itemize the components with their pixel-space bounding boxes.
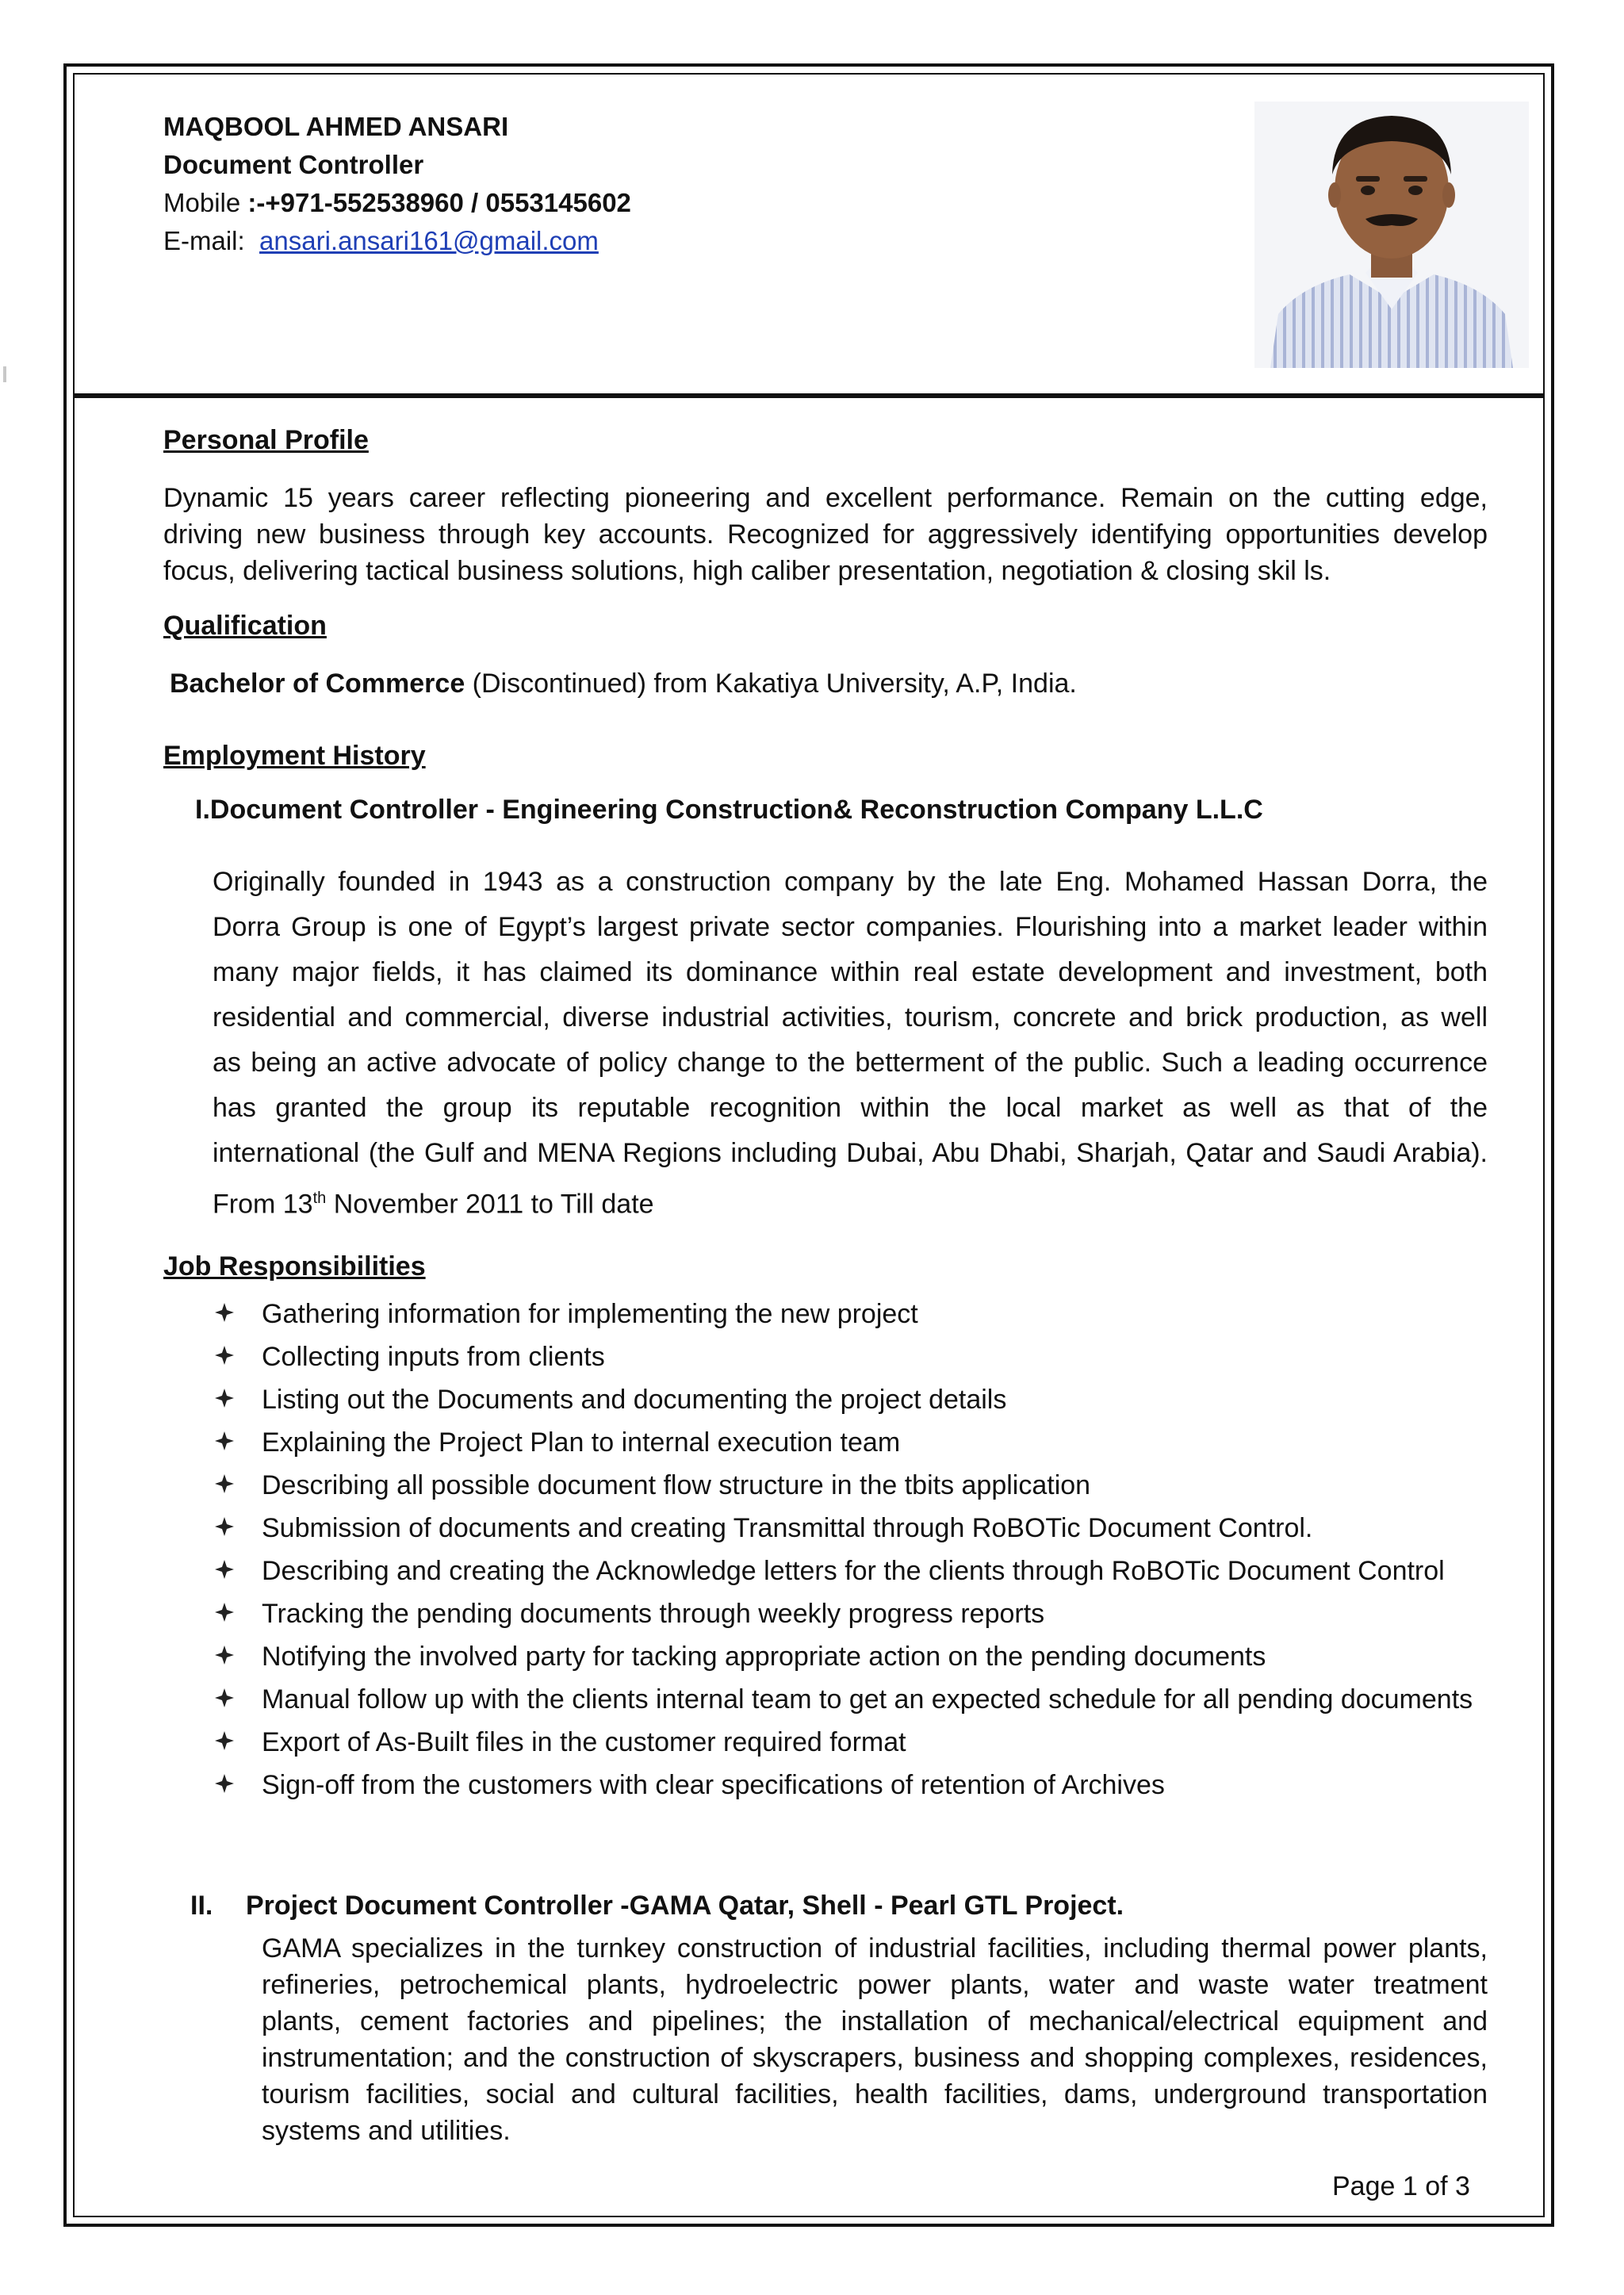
degree-detail: (Discontinued) from Kakatiya University, A.P, India. <box>465 669 1077 699</box>
star-bullet-icon <box>214 1602 235 1623</box>
star-bullet-icon <box>214 1345 235 1366</box>
responsibility-text: Collecting inputs from clients <box>262 1342 605 1372</box>
job1-line: Dorra Group is one of Egypt’s largest private sector companies. Flourishing into a market leader within <box>213 912 1488 942</box>
responsibility-item <box>214 1764 1499 1806</box>
responsibility-item <box>214 1721 1499 1764</box>
responsibility-text: Describing and creating the Acknowledge letters for the clients through RoBOTic Document Control <box>262 1556 1445 1586</box>
job2-title: Project Document Controller -GAMA Qatar, Shell - Pearl GTL Project. <box>246 1891 1124 1921</box>
qualification-heading: Qualification <box>163 611 327 641</box>
job1-line: international (the Gulf and MENA Regions including Dubai, Abu Dhabi, Sharjah, Qatar and Saudi Arabia). <box>213 1138 1488 1168</box>
personal-profile-text <box>163 480 1488 589</box>
job2-line: plants, cement factories and pipelines; the installation of mechanical/electrical equipment and <box>262 2006 1488 2036</box>
job-title: Document Controller <box>163 150 424 179</box>
responsibility-item <box>214 1335 1499 1378</box>
job2-line: systems and utilities. <box>262 2116 511 2146</box>
job1-line: as being an active advocate of policy change to the betterment of the public. Such a leading occurrence <box>213 1048 1488 1078</box>
responsibility-item <box>214 1550 1499 1592</box>
responsibility-text: Manual follow up with the clients internal team to get an expected schedule for all pending documents <box>262 1684 1473 1715</box>
star-bullet-icon <box>214 1730 235 1751</box>
star-bullet-icon <box>214 1559 235 1580</box>
responsibility-item <box>214 1464 1499 1507</box>
responsibility-text: Submission of documents and creating Transmittal through RoBOTic Document Control. <box>262 1513 1313 1543</box>
star-bullet-icon <box>214 1473 235 1494</box>
star-bullet-icon <box>214 1516 235 1537</box>
responsibility-text: Gathering information for implementing the new project <box>262 1299 918 1329</box>
responsibility-item <box>214 1635 1499 1678</box>
profile-photo <box>1254 102 1529 368</box>
job2-line: tourism facilities, social and cultural facilities, health facilities, dams, underground transportation <box>262 2079 1488 2109</box>
personal-profile-heading: Personal Profile <box>163 425 369 455</box>
star-bullet-icon <box>214 1773 235 1794</box>
mobile-label: Mobile <box>163 188 241 217</box>
job1-line: many major fields, it has claimed its dominance within real estate development and investment, both <box>213 957 1488 987</box>
profile-line: driving new business through key accounts. Recognized for aggressively identifying opportunities develop <box>163 519 1488 550</box>
scan-artifact <box>3 366 6 382</box>
job2-line: refineries, petrochemical plants, hydroelectric power plants, water and waste water treatment <box>262 1970 1488 2000</box>
job1-line: has granted the group its reputable recognition within the local market as well as that of the <box>213 1093 1488 1123</box>
responsibility-text: Listing out the Documents and documenting the project details <box>262 1385 1007 1415</box>
job1-line: residential and commercial, diverse industrial activities, tourism, concrete and brick production, as well <box>213 1002 1488 1033</box>
responsibility-item <box>214 1421 1499 1464</box>
header-divider <box>73 393 1545 398</box>
job1-description <box>213 860 1488 1227</box>
responsibility-item <box>214 1378 1499 1421</box>
star-bullet-icon <box>214 1302 235 1323</box>
star-bullet-icon <box>214 1645 235 1665</box>
job2-numeral: II. <box>190 1891 213 1921</box>
profile-line: Dynamic 15 years career reflecting pioneering and excellent performance. Remain on the cutting edge, <box>163 483 1488 513</box>
job-responsibilities-heading: Job Responsibilities <box>163 1251 426 1282</box>
job2-line: GAMA specializes in the turnkey construction of industrial facilities, including thermal power plants, <box>262 1933 1488 1964</box>
job1-line: Originally founded in 1943 as a construction company by the late Eng. Mohamed Hassan Dorra, the <box>213 867 1488 897</box>
email-line <box>163 222 599 260</box>
responsibility-item <box>214 1507 1499 1550</box>
mobile-line <box>163 184 631 222</box>
star-bullet-icon <box>214 1688 235 1708</box>
job1-title: I.Document Controller - Engineering Construction& Reconstruction Company L.L.C <box>195 795 1263 825</box>
qualification-line <box>170 665 1077 703</box>
employment-history-heading: Employment History <box>163 741 426 771</box>
star-bullet-icon <box>214 1388 235 1408</box>
responsibility-text: Explaining the Project Plan to internal execution team <box>262 1427 901 1458</box>
responsibility-text: Sign-off from the customers with clear specifications of retention of Archives <box>262 1770 1165 1800</box>
responsibility-text: Describing all possible document flow structure in the tbits application <box>262 1470 1091 1500</box>
responsibility-item <box>214 1678 1499 1721</box>
candidate-name: MAQBOOL AHMED ANSARI <box>163 112 509 141</box>
responsibility-item <box>214 1592 1499 1635</box>
email-label: E-mail: <box>163 226 245 255</box>
degree-name: Bachelor of Commerce <box>170 669 465 699</box>
page-number: Page 1 of 3 <box>1332 2171 1470 2201</box>
job1-dates: From 13th November 2011 to Till date <box>213 1189 654 1220</box>
responsibility-item <box>214 1293 1499 1335</box>
job2-line: instrumentation; and the construction of skyscrapers, business and shopping complexes, residences, <box>262 2043 1488 2073</box>
responsibility-text: Tracking the pending documents through weekly progress reports <box>262 1599 1045 1629</box>
email-link[interactable]: ansari.ansari161@gmail.com <box>259 226 599 255</box>
responsibility-text: Notifying the involved party for tacking appropriate action on the pending documents <box>262 1642 1266 1672</box>
job2-description <box>262 1930 1488 2149</box>
profile-line: focus, delivering tactical business solutions, high caliber presentation, negotiation & closing skil ls. <box>163 556 1331 586</box>
responsibility-text: Export of As-Built files in the customer required format <box>262 1727 906 1757</box>
responsibilities-list <box>214 1293 1499 1806</box>
star-bullet-icon <box>214 1431 235 1451</box>
mobile-value: :-+971-552538960 / 0553145602 <box>247 188 631 217</box>
